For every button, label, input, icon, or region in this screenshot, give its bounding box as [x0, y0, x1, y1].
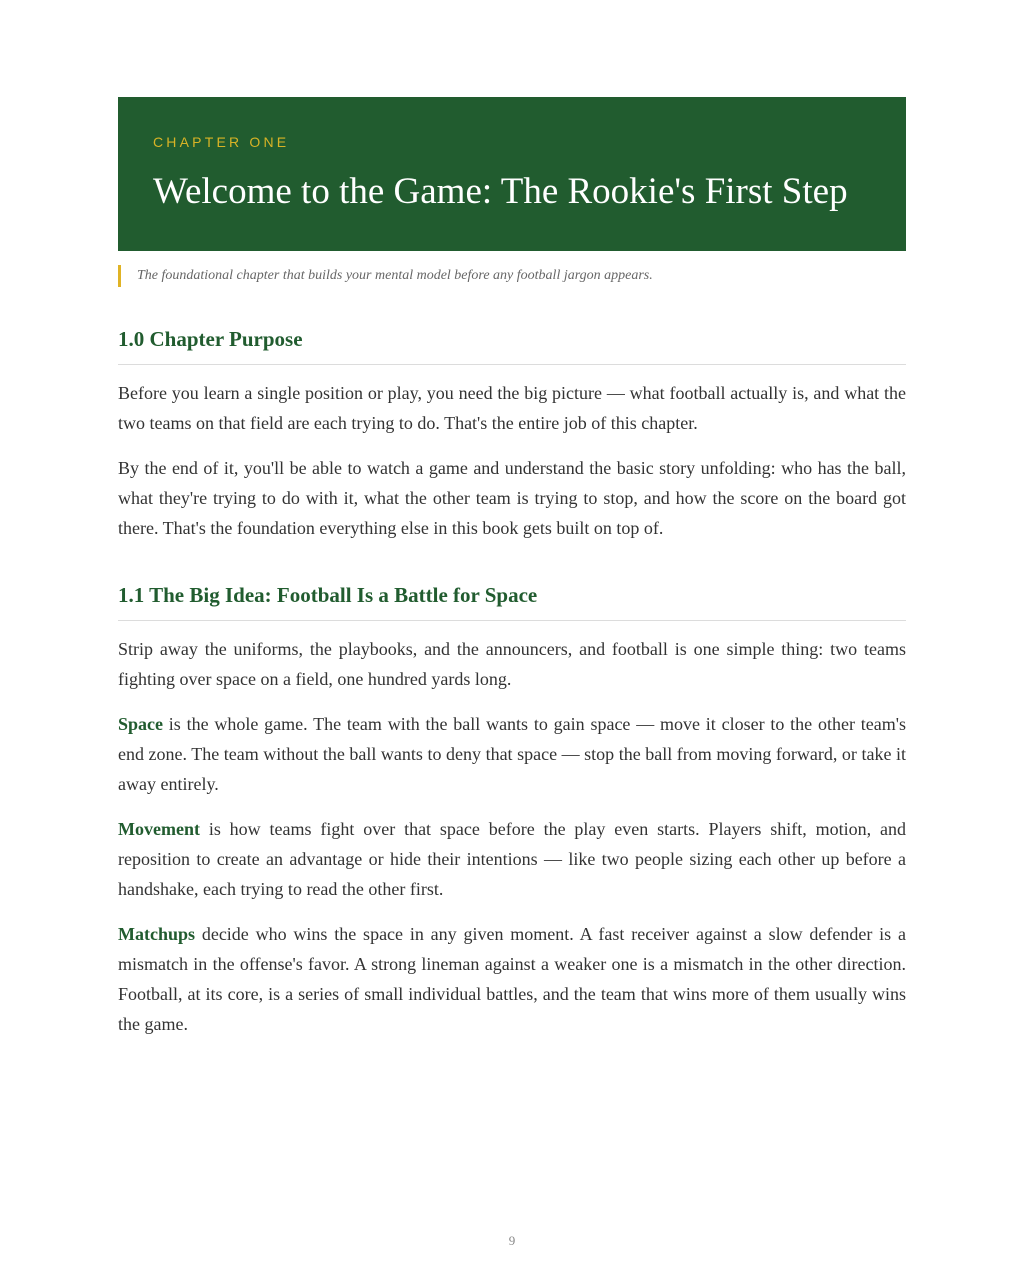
- section-heading: 1.0 Chapter Purpose: [118, 325, 906, 365]
- body-paragraph: [118, 378, 906, 438]
- body-paragraph: [118, 919, 906, 1039]
- paragraph-text: is the whole game. The team with the ball wants to gain space — move it closer to the other team's end zone. The team without the ball wants to deny that space — stop the ball from moving forward, or take it away entirely.: [118, 714, 906, 794]
- paragraph-text: Strip away the uniforms, the playbooks, and the announcers, and football is one simple thing: two teams fighting over space on a field, one hundred yards long.: [118, 639, 906, 689]
- chapter-page: [118, 97, 906, 1039]
- chapter-kicker: CHAPTER ONE: [153, 134, 290, 150]
- paragraph-text: By the end of it, you'll be able to watch a game and understand the basic story unfolding: who has the ball, what they're trying to do with it, what the other team is trying to stop, and how the score on the board got there. That's the foundation everything else in this book gets built on top of.: [118, 458, 906, 538]
- key-term: Space: [118, 714, 163, 734]
- paragraph-text: Before you learn a single position or play, you need the big picture — what football actually is, and what the two teams on that field are each trying to do. That's the entire job of this chapter.: [118, 383, 906, 433]
- section-heading: 1.1 The Big Idea: Football Is a Battle for Space: [118, 581, 906, 621]
- section-big-idea: [118, 581, 906, 1039]
- body-paragraph: [118, 814, 906, 904]
- chapter-banner: [118, 97, 906, 251]
- paragraph-text: is how teams fight over that space before the play even starts. Players shift, motion, and reposition to create an advantage or hide their intentions — like two people sizing each other up before a handshake, each trying to read the other first.: [118, 819, 906, 899]
- body-paragraph: [118, 453, 906, 543]
- chapter-title: Welcome to the Game: The Rookie's First Step: [153, 171, 848, 212]
- chapter-epigraph: The foundational chapter that builds your mental model before any football jargon appears.: [118, 265, 906, 287]
- page-number: 9: [508, 1233, 516, 1248]
- paragraph-text: decide who wins the space in any given moment. A fast receiver against a slow defender is a mismatch in the offense's favor. A strong lineman against a weaker one is a mismatch in the other direction. Football, at its core, is a series of small individual battles, and the team that wins more of them usually wins the game.: [118, 924, 906, 1034]
- key-term: Movement: [118, 819, 200, 839]
- body-paragraph: [118, 634, 906, 694]
- section-chapter-purpose: [118, 325, 906, 543]
- key-term: Matchups: [118, 924, 196, 944]
- body-paragraph: [118, 709, 906, 799]
